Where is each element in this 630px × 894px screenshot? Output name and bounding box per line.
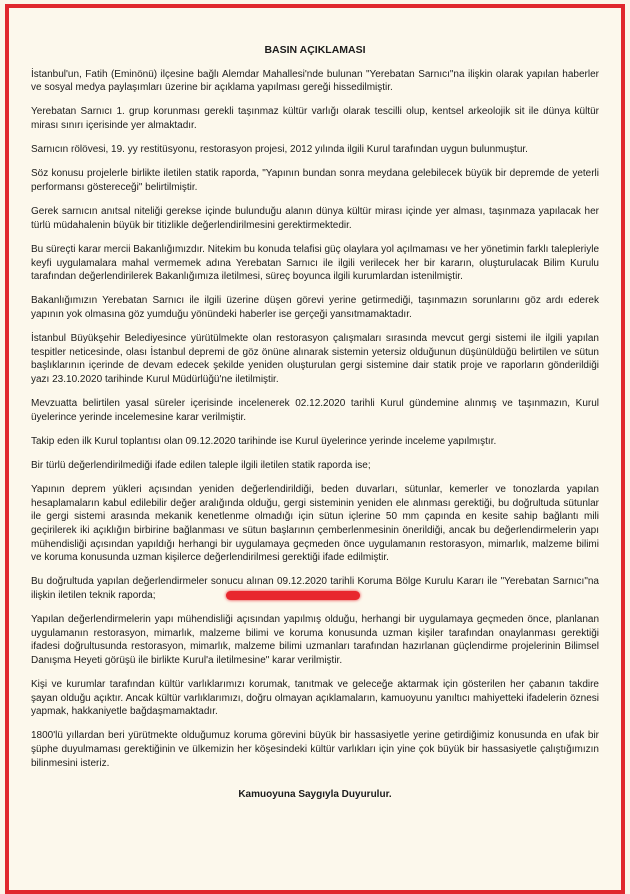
paragraph: İstanbul Büyükşehir Belediyesince yürütülmekte olan restorasyon çalışmaları sırasında mevcut gergi sistemi ile ilgili yapılan tespitler neticesinde, olası İstanbul depremi de göz önüne alınarak sistemin yetersiz olduğunun düşünüldüğü belirtilen ve sütun başlıklarının içerinde de devam edecek şekilde yeniden oluşturulan gergi sistemine dair statik proje ve raporların gönderildiği yazı 23.10.2020 tarihinde Kurul Müdürlüğü'ne iletilmiştir. — [31, 333, 599, 385]
paragraph: İstanbul'un, Fatih (Eminönü) ilçesine bağlı Alemdar Mahallesi'nde bulunan "Yerebatan Sarnıcı"na ilişkin olarak yapılan haberler ve sosyal medya paylaşımları üzerine bir açıklama yapılması gereği hissedilmiştir. — [31, 68, 599, 94]
paragraph: Sarnıcın rölövesi, 19. yy restitüsyonu, restorasyon projesi, 2012 yılında ilgili Kurul tarafından uygun bulunmuştur. — [31, 144, 528, 156]
paragraph: 1800'lü yıllardan beri yürütmekte olduğumuz koruma görevini büyük bir hassasiyetle yerine getirdiğimiz konusunda en ufak bir şüphe duyulmaması gerektiğinin ve ülkemizin her köşesindeki kültür varlıkları için yine çok büyük bir hassasiyetle çalıştığımızın bilinmesini isteriz. — [31, 730, 599, 769]
paragraph-with-redaction — [31, 575, 599, 602]
paragraph: Bu süreçti karar mercii Bakanlığımızdır. Nitekim bu konuda telafisi güç olaylara yol açılmaması ve her yönetimin farklı talepleriyle keyfi uygulamalara mahal vermemek adına Yerebatan Sarnıcı ile ilgili verilecek her bir kararın, oluşturulacak Bilim Kurulu tarafından değerlendirilerek Bakanlığımıza iletilmesi, süreç boyunca ilgili kurumlardan istenilmiştir. — [31, 243, 600, 283]
paragraph: Takip eden ilk Kurul toplantısı olan 09.12.2020 tarihinde ise Kurul üyelerince yerinde inceleme yapılmıştır. — [31, 435, 497, 447]
paragraph: Yapının deprem yükleri açısından yeniden değerlendirildiği, beden duvarları, sütunlar, kemerler ve tonozlarda yapılan hesaplamaların kabul edilebilir değer aralığında olduğu, gergi sisteminin yeniden ele alınması gerektiği, bu doğrultuda sütunlar ile gergi sistemi arasında mekanik kenetlenme olmadığı için sütun içlerine 50 mm çapında en kesite sahip bağlantı mili geçirilerek iki açıklığın birbirine bağlanması ve sütun başlarının çemberlenmesinin önerildiği, ancak bu değerlendirmelerin yapı mühendisliği açısından yapıldığı herhangi bir uygulamaya geçmeden önce uygulamanın restorasyon, mimarlık, malzeme bilimi ve koruma konusunda uzman kişilerce değerlendirilmesi gerektiği ifade edilmiştir. — [31, 484, 599, 564]
paragraph: Bakanlığımızın Yerebatan Sarnıcı ile ilgili üzerine düşen görevi yerine getirmediği, taşınmazın sorunlarını göz ardı ederek yapının yok olmasına göz yumduğu yönündeki haberler ise gerçeği yansıtmamaktadır. — [31, 295, 599, 320]
press-release-body — [31, 44, 599, 802]
paragraph: Gerek sarnıcın anıtsal niteliği gerekse içinde bulunduğu alanın dünya kültür mirası içinde yer alması, taşınmaza yapılacak her türlü müdahalenin büyük bir titizlikle değerlendirilmesini gerektirmektedir. — [31, 206, 599, 231]
closing-line: Kamuoyuna Saygıyla Duyurulur. — [238, 789, 392, 801]
paragraph: Yapılan değerlendirmelerin yapı mühendisliği açısından yapılmış olduğu, herhangi bir uygulamaya geçmeden önce, planlanan uygulamanın restorasyon, mimarlık, malzeme bilimi ve koruma konusunda uzman kişiler tarafından onaylanması gerektiği ifadesi doğrultusunda restorasyon, mimarlık, malzeme bilimi uzmanları tarafından hazırlanan güçlendirme projelerinin Bilimsel Danışma Heyeti görüşü ile birlikte Kurul'a iletilmesine" karar verilmiştir. — [31, 614, 599, 666]
paragraph-text: Bu doğrultuda yapılan değerlendirmeler sonucu alınan 09.12.2020 tarihli Koruma Bölge Kurulu Kararı ile "Yerebatan Sarnıcı"na ilişkin iletilen teknik raporda; — [31, 576, 599, 601]
paragraph: Kişi ve kurumlar tarafından kültür varlıklarımızı korumak, tanıtmak ve geleceğe aktarmak için gösterilen her çabanın takdire şayan olduğu açıktır. Ancak kültür varlıklarımızı, doğru olmayan açıklamaların, kamuoyunu yanıltıcı mahiyetteki ifadelerin öznesi yapmak, hakkaniyetle bağdaşmamaktadır. — [31, 679, 599, 718]
paragraph: Söz konusu projelerle birlikte iletilen statik raporda, "Yapının bundan sonra meydana gelebilecek büyük bir depremde de yeterli performansı göstereceği" belirtilmiştir. — [31, 168, 599, 193]
paragraph: Mevzuatta belirtilen yasal süreler içerisinde incelenerek 02.12.2020 tarihli Kurul gündemine alınmış ve taşınmazın, Kurul üyelerince yerinde incelemesine karar verilmiştir. — [31, 398, 599, 423]
paragraph: Bir türlü değerlendirilmediği ifade edilen taleple ilgili iletilen statik raporda ise; — [31, 460, 371, 471]
document-border — [5, 4, 625, 894]
redaction-mark — [226, 591, 360, 600]
document-title: BASIN AÇIKLAMASI — [264, 44, 366, 56]
paragraph: Yerebatan Sarnıcı 1. grup korunması gerekli taşınmaz kültür varlığı olarak tescilli olup, kentsel arkeolojik sit ile dünya kültür mirası sınırı içerisinde yer almaktadır. — [31, 106, 599, 131]
